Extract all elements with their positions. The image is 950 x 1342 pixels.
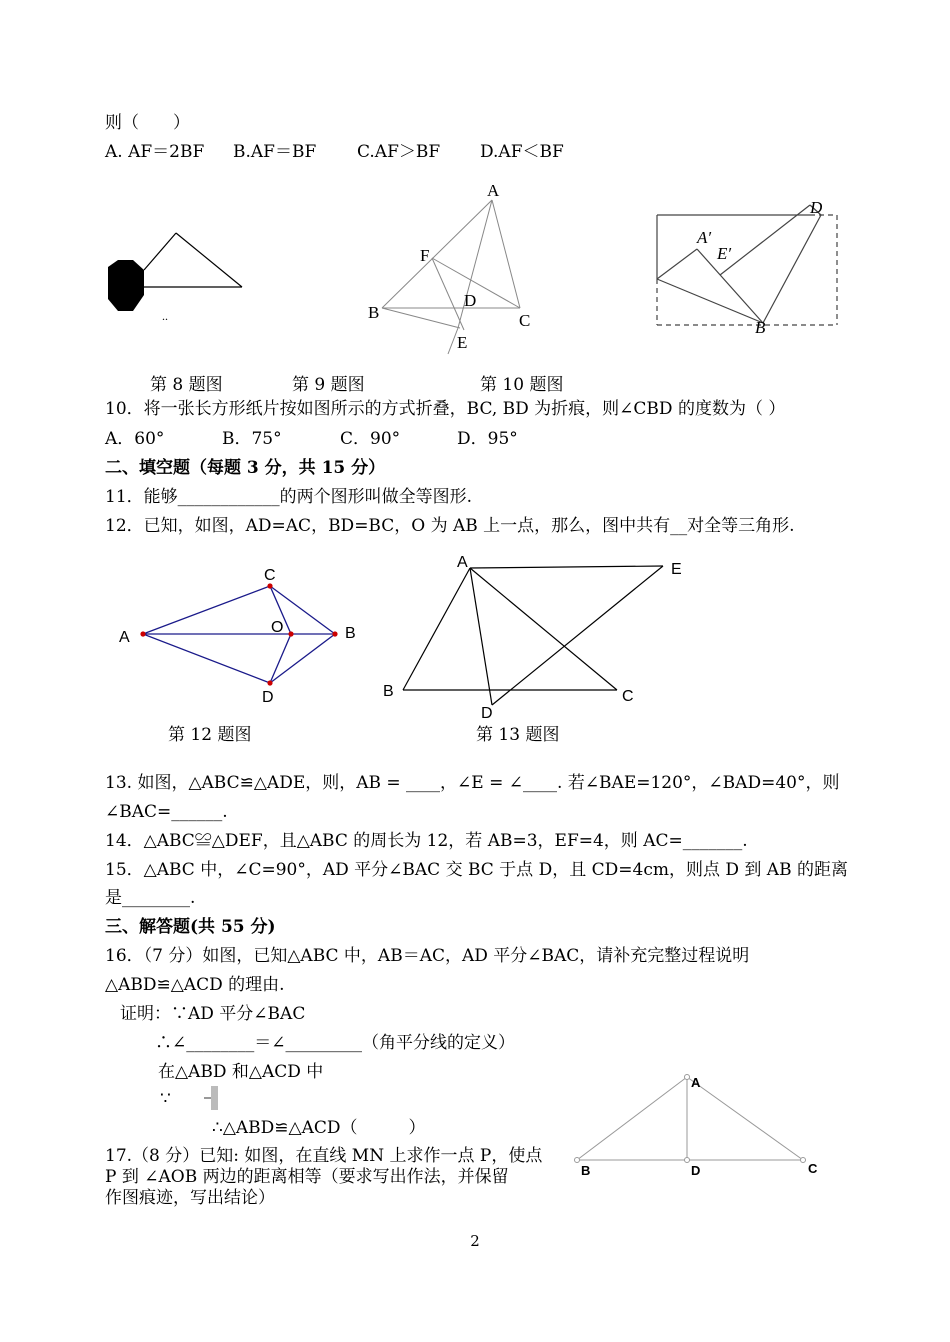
q16-line1: 16．（7 分）如图，已知△ABC 中，AB＝AC，AD 平分∠BAC，请补充完整过程说明 bbox=[105, 946, 750, 966]
fig12-label-d: D bbox=[262, 689, 274, 706]
fig13-label-a: A bbox=[457, 554, 468, 571]
q11-text: 11．能够____________的两个图形叫做全等图形. bbox=[105, 487, 473, 507]
fig13-label-e: E bbox=[671, 561, 682, 578]
fig16-label-b: B bbox=[581, 1163, 591, 1178]
fig13-label-c: C bbox=[622, 688, 634, 705]
q10-option-c: C．90° bbox=[340, 429, 401, 449]
q10-option-d: D．95° bbox=[457, 429, 518, 449]
q10-text: 10．将一张长方形纸片按如图所示的方式折叠，BC, BD 为折痕，则∠CBD 的度数为（ ） bbox=[105, 399, 786, 419]
brace-mark bbox=[202, 1084, 222, 1114]
caption-fig8: 第 8 题图 bbox=[150, 375, 223, 395]
fig13-label-d: D bbox=[481, 705, 493, 722]
q15-line2: 是________. bbox=[105, 888, 196, 908]
fig9-label-c: C bbox=[519, 311, 531, 330]
q14-text: 14．△ABC≌△DEF，且△ABC 的周长为 12，若 AB=3，EF=4，则 AC=_______. bbox=[105, 831, 748, 851]
fig12-label-c: C bbox=[264, 567, 276, 584]
q13-line2: ∠BAC=______. bbox=[105, 802, 228, 822]
fig12-label-b: B bbox=[345, 625, 356, 642]
figure-9 bbox=[360, 178, 540, 356]
fig13-label-b: B bbox=[383, 683, 394, 700]
q16-proof-2: ∴∠________＝∠_________（角平分线的定义） bbox=[155, 1033, 515, 1053]
q17-line3: 作图痕迹，写出结论） bbox=[105, 1188, 275, 1208]
q9-option-c: C.AF＞BF bbox=[357, 142, 441, 162]
caption-fig10: 第 10 题图 bbox=[480, 375, 564, 395]
fig16-label-c: C bbox=[808, 1161, 818, 1176]
figure-10 bbox=[645, 195, 845, 340]
q9-option-b: B.AF＝BF bbox=[233, 142, 317, 162]
figure-12 bbox=[115, 560, 365, 710]
q16-proof-4: ∵ bbox=[160, 1089, 171, 1109]
fig9-label-a: A bbox=[487, 181, 500, 200]
q16-line2: △ABD≌△ACD 的理由. bbox=[105, 975, 285, 995]
fig8-octagon bbox=[108, 260, 144, 311]
q16-proof-1: 证明：∵AD 平分∠BAC bbox=[120, 1004, 306, 1024]
figure-13 bbox=[375, 550, 695, 725]
fig16-label-a: A bbox=[691, 1075, 701, 1090]
q13-line1: 13. 如图，△ABC≌△ADE，则，AB = ____，∠E = ∠____. 若∠BAE=120°，∠BAD=40°，则 bbox=[105, 773, 840, 793]
section-3-heading: 三、解答题(共 55 分) bbox=[105, 917, 276, 937]
q9-option-d: D.AF＜BF bbox=[480, 142, 564, 162]
fig9-label-f: F bbox=[420, 246, 430, 265]
fig10-label-a: A′ bbox=[697, 228, 712, 247]
caption-fig13: 第 13 题图 bbox=[476, 725, 560, 745]
fig10-label-e: E′ bbox=[717, 244, 732, 263]
fig9-label-e: E bbox=[457, 333, 468, 352]
figure-16 bbox=[565, 1065, 825, 1180]
q9-option-a: A. AF＝2BF bbox=[105, 142, 205, 162]
fig8-dots: .. bbox=[162, 309, 168, 323]
q15-line1: 15．△ABC 中，∠C=90°，AD 平分∠BAC 交 BC 于点 D，且 CD=4cm，则点 D 到 AB 的距离 bbox=[105, 860, 848, 880]
q17-line2: P 到 ∠AOB 两边的距离相等（要求写出作法，并保留 bbox=[105, 1167, 509, 1187]
fig16-label-d: D bbox=[691, 1163, 701, 1178]
caption-fig12: 第 12 题图 bbox=[168, 725, 252, 745]
q10-option-a: A．60° bbox=[105, 429, 165, 449]
q16-proof-3: 在△ABD 和△ACD 中 bbox=[158, 1062, 324, 1082]
fig12-label-o: O bbox=[271, 619, 284, 636]
section-2-heading: 二、填空题（每题 3 分，共 15 分） bbox=[105, 458, 386, 478]
q16-proof-5: ∴△ABD≌△ACD（ ） bbox=[212, 1118, 426, 1138]
caption-fig9: 第 9 题图 bbox=[292, 375, 365, 395]
fig10-label-b: B bbox=[755, 318, 766, 337]
q17-line1: 17.（8 分）已知: 如图，在直线 MN 上求作一点 P，使点 bbox=[105, 1146, 543, 1166]
fig10-label-d: D bbox=[810, 198, 823, 217]
fig9-label-b: B bbox=[368, 303, 380, 322]
page-number: 2 bbox=[470, 1232, 480, 1250]
q10-option-b: B．75° bbox=[222, 429, 282, 449]
q9-stem: 则（ ） bbox=[105, 113, 190, 133]
q12-text: 12．已知，如图，AD=AC，BD=BC，O 为 AB 上一点，那么，图中共有__对全等三角形. bbox=[105, 516, 795, 536]
fig12-label-a: A bbox=[119, 629, 130, 646]
figure-8 bbox=[100, 225, 250, 325]
fig9-label-d: D bbox=[464, 291, 477, 310]
